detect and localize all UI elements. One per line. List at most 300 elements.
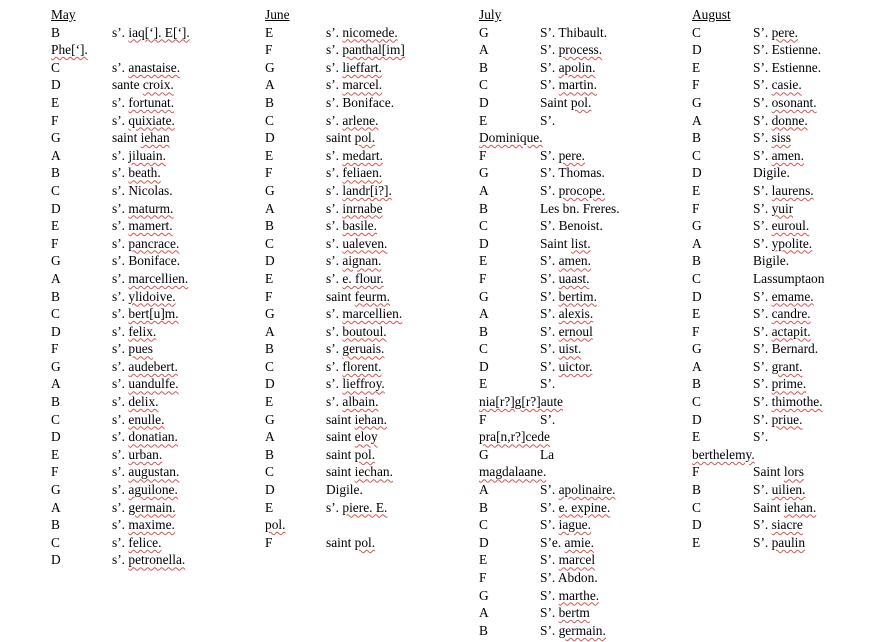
saint-name: s’. ualeven. <box>326 235 388 251</box>
calendar-entry-row <box>51 446 251 464</box>
saint-name: saint pol. <box>326 534 376 550</box>
saint-name: saint iechan. <box>326 464 393 480</box>
misspelled-word: pere. <box>771 24 798 40</box>
dominical-letter: A <box>265 429 275 445</box>
saint-name: S’. amen. <box>753 147 804 163</box>
dominical-letter: C <box>265 112 274 128</box>
saint-name: S’. emame. <box>753 288 814 304</box>
saint-name: Saint pol. <box>540 94 592 110</box>
month-header-june: June <box>265 7 290 22</box>
dominical-letter: C <box>479 218 488 234</box>
misspelled-word: pol. <box>354 446 376 462</box>
misspelled-word: jiluain. <box>128 147 166 163</box>
dominical-letter: B <box>265 446 274 462</box>
dominical-letter: E <box>265 147 274 163</box>
saint-name: S’. Estienne. <box>753 42 822 58</box>
calendar-entry-row <box>692 94 882 112</box>
saint-name: s’. e. flour. <box>326 270 384 286</box>
calendar-entry-row <box>51 340 251 358</box>
calendar-entry-row <box>692 288 882 306</box>
misspelled-word: iague. <box>558 517 591 533</box>
dominical-letter: B <box>479 323 488 339</box>
calendar-entry-row <box>692 200 882 218</box>
misspelled-word: albain. <box>342 394 379 410</box>
dominical-letter: D <box>692 411 702 427</box>
dominical-letter: A <box>479 182 489 198</box>
dominical-letter: G <box>479 446 489 462</box>
dominical-letter: G <box>51 358 61 374</box>
misspelled-word: urban. <box>128 446 163 462</box>
entry-continuation: magdalaane. <box>479 464 547 480</box>
misspelled-word: thimothe. <box>771 394 823 410</box>
saint-name: s’. aignan. <box>326 253 382 269</box>
misspelled-word: germain. <box>128 499 176 515</box>
saint-name: S’. casie. <box>753 77 802 93</box>
dominical-letter: E <box>479 112 488 128</box>
misspelled-word: piere. E. <box>342 499 388 515</box>
dominical-letter: G <box>692 341 702 357</box>
misspelled-word: pere. <box>558 147 585 163</box>
misspelled-word: yuir <box>771 200 794 216</box>
dominical-letter: C <box>479 77 488 93</box>
saint-name: s’. felix. <box>112 323 157 339</box>
dominical-letter: B <box>479 622 488 638</box>
misspelled-word: pol. <box>354 130 376 146</box>
calendar-entry-row <box>479 499 679 517</box>
saint-name: S’. osonant. <box>753 94 817 110</box>
misspelled-word: mamert. <box>128 218 173 234</box>
calendar-entry-row <box>265 112 465 130</box>
misspelled-word: inrnabe <box>342 200 383 216</box>
calendar-entry-row <box>692 41 882 59</box>
calendar-entry-row <box>265 217 465 235</box>
misspelled-word: ernoul <box>558 323 593 339</box>
saint-name: s’. nicomede. <box>326 24 398 40</box>
misspelled-word: euroul. <box>771 218 810 234</box>
saint-name: s’. florent. <box>326 358 382 374</box>
saint-name: s’. Boniface. <box>112 253 181 269</box>
calendar-entry-row <box>265 393 465 411</box>
dominical-letter: G <box>692 218 702 234</box>
saint-name: sante croix. <box>112 77 174 93</box>
saint-name: s’. piere. E. <box>326 499 388 515</box>
calendar-entry-row <box>479 252 679 270</box>
saint-name: S’. <box>540 411 556 427</box>
saint-name: S’. <box>753 429 769 445</box>
saint-name: s’. inrnabe <box>326 200 383 216</box>
misspelled-word: arlene. <box>342 112 379 128</box>
misspelled-word: laurens. <box>771 182 814 198</box>
dominical-letter: D <box>51 323 61 339</box>
saint-name: s’. Nicolas. <box>112 182 173 198</box>
saint-name: S’. donne. <box>753 112 808 128</box>
calendar-entry-row <box>265 59 465 77</box>
misspelled-word: aguilone. <box>128 482 178 498</box>
dominical-letter: F <box>692 200 700 216</box>
month-column-august <box>692 6 882 551</box>
saint-name: s’. arlene. <box>326 112 379 128</box>
dominical-letter: G <box>265 306 275 322</box>
calendar-entry-row <box>51 147 251 165</box>
calendar-entry-row <box>51 411 251 429</box>
dominical-letter: D <box>51 429 61 445</box>
dominical-letter: B <box>692 376 701 392</box>
calendar-entry-row <box>479 411 679 429</box>
calendar-entry-row <box>479 270 679 288</box>
saint-name: S’. priue. <box>753 411 803 427</box>
calendar-entry-row <box>265 200 465 218</box>
dominical-letter: D <box>479 534 489 550</box>
calendar-entry-row <box>51 252 251 270</box>
misspelled-word: marcellien. <box>342 306 403 322</box>
saint-name: s’. donatian. <box>112 429 178 445</box>
calendar-entry-row <box>479 587 679 605</box>
saint-name: Saint iehan. <box>753 499 817 515</box>
dominical-letter: F <box>265 534 273 550</box>
misspelled-word: apolinaire. <box>558 482 616 498</box>
calendar-entry-row <box>692 112 882 130</box>
dominical-letter: E <box>692 59 701 75</box>
misspelled-word: martin. <box>558 77 597 93</box>
misspelled-word: medart. <box>342 147 383 163</box>
saint-name: S’. procope. <box>540 182 606 198</box>
entry-continuation: Phe[‘]. <box>51 42 88 58</box>
dominical-letter: C <box>692 147 701 163</box>
dominical-letter: C <box>265 464 274 480</box>
dominical-letter: G <box>692 94 702 110</box>
dominical-letter: B <box>692 130 701 146</box>
month-header-may: May <box>51 7 76 22</box>
saint-name: S’. martin. <box>540 77 597 93</box>
month-rows-may <box>51 24 251 569</box>
calendar-entry-row <box>265 182 465 200</box>
dominical-letter: F <box>479 147 487 163</box>
saint-name: saint feurm. <box>326 288 390 304</box>
calendar-entry-row <box>265 235 465 253</box>
dominical-letter: C <box>692 270 701 286</box>
misspelled-word: marcel. <box>342 77 383 93</box>
calendar-entry-row <box>479 147 679 165</box>
dominical-letter: A <box>479 306 489 322</box>
misspelled-word: croix. <box>142 77 174 93</box>
saint-name: s’. marcellien. <box>326 306 403 322</box>
misspelled-word: panthal[im] <box>342 42 405 58</box>
dominical-letter: G <box>479 165 489 181</box>
saint-name: s’. iaq[‘]. E[‘]. <box>112 24 190 40</box>
calendar-entry-row <box>265 164 465 182</box>
calendar-entry-row <box>692 534 882 552</box>
saint-name: s’. enulle. <box>112 411 165 427</box>
calendar-entry-row <box>479 340 679 358</box>
calendar-entry-row <box>265 41 465 59</box>
misspelled-word: petronella. <box>128 552 186 568</box>
saint-name: s’. quixiate. <box>112 112 175 128</box>
misspelled-word: delix. <box>128 394 159 410</box>
dominical-letter: G <box>479 24 489 40</box>
saint-name: s’. medart. <box>326 147 383 163</box>
calendar-entry-row <box>51 288 251 306</box>
calendar-entry-row <box>265 147 465 165</box>
misspelled-word: augustan. <box>128 464 180 480</box>
saint-name: S’. thimothe. <box>753 394 823 410</box>
misspelled-word: uaast. <box>558 270 590 286</box>
dominical-letter: F <box>692 77 700 93</box>
calendar-entry-row <box>479 428 679 446</box>
calendar-entry-row <box>692 147 882 165</box>
calendar-entry-row <box>265 375 465 393</box>
dominical-letter: F <box>51 464 59 480</box>
misspelled-word: fortunat. <box>128 94 175 110</box>
saint-name: S’. e. expine. <box>540 499 611 515</box>
calendar-entry-row <box>692 235 882 253</box>
saint-name: S’. euroul. <box>753 218 810 234</box>
dominical-letter: A <box>51 147 61 163</box>
misspelled-word: iechan. <box>354 464 393 480</box>
entry-continuation: Dominique. <box>479 130 543 146</box>
dominical-letter: B <box>51 165 60 181</box>
calendar-entry-row <box>51 428 251 446</box>
saint-name: saint iehan. <box>326 411 387 427</box>
dominical-letter: F <box>51 112 59 128</box>
misspelled-word: pues <box>128 341 153 357</box>
misspelled-word: landr[i?]. <box>342 182 392 198</box>
saint-name: s’. delix. <box>112 394 159 410</box>
misspelled-word: amen. <box>771 147 804 163</box>
calendar-entry-row <box>265 252 465 270</box>
month-header-august: August <box>692 7 731 22</box>
saint-name: S’. laurens. <box>753 182 814 198</box>
dominical-letter: E <box>692 429 701 445</box>
dominical-letter: A <box>51 499 61 515</box>
dominical-letter: A <box>265 200 275 216</box>
calendar-entry-row <box>479 59 679 77</box>
calendar-entry-row <box>479 200 679 218</box>
saint-name: Saint list. <box>540 235 591 251</box>
calendar-entry-row <box>51 94 251 112</box>
calendar-entry-row <box>479 358 679 376</box>
saint-name: s’. maxime. <box>112 517 175 533</box>
saint-name: s’. boutoul. <box>326 323 387 339</box>
saint-name: s’. lieffroy. <box>326 376 385 392</box>
calendar-entry-row <box>479 393 679 411</box>
misspelled-word: lors <box>783 464 804 480</box>
calendar-entry-row <box>479 604 679 622</box>
saint-name: S’. pere. <box>753 24 798 40</box>
dominical-letter: B <box>265 218 274 234</box>
misspelled-word: pol. <box>570 94 592 110</box>
dominical-letter: B <box>265 341 274 357</box>
saint-name: s’. marcel. <box>326 77 383 93</box>
saint-name: Bigile. <box>753 253 790 269</box>
dominical-letter: F <box>265 42 273 58</box>
saint-name: s’. jiluain. <box>112 147 166 163</box>
dominical-letter: G <box>479 288 489 304</box>
calendar-entry-row <box>51 129 251 147</box>
calendar-entry-row <box>479 182 679 200</box>
calendar-entry-row <box>692 270 882 288</box>
misspelled-word: ypolite. <box>771 235 813 251</box>
dominical-letter: B <box>692 253 701 269</box>
dominical-letter: G <box>265 182 275 198</box>
misspelled-word: germain. <box>558 622 606 638</box>
calendar-entry-row <box>479 41 679 59</box>
saint-name: S’. Thibault. <box>540 24 608 40</box>
saint-name: S’. ernoul <box>540 323 593 339</box>
dominical-letter: C <box>479 341 488 357</box>
calendar-entry-row <box>51 393 251 411</box>
calendar-entry-row <box>265 428 465 446</box>
dominical-letter: E <box>265 394 274 410</box>
dominical-letter: C <box>51 411 60 427</box>
dominical-letter: D <box>265 130 275 146</box>
misspelled-word: uist. <box>558 341 582 357</box>
dominical-letter: F <box>479 270 487 286</box>
calendar-entry-row <box>265 270 465 288</box>
misspelled-word: marcellien. <box>128 270 189 286</box>
saint-name: S’. Abdon. <box>540 570 598 585</box>
calendar-entry-row <box>479 323 679 341</box>
misspelled-word: casie. <box>771 77 802 93</box>
misspelled-word: donne. <box>771 112 808 128</box>
calendar-entry-row <box>479 288 679 306</box>
calendar-entry-row <box>692 323 882 341</box>
saint-name: s’. Boniface. <box>326 94 395 110</box>
calendar-entry-row <box>51 76 251 94</box>
dominical-letter: D <box>265 253 275 269</box>
dominical-letter: C <box>692 499 701 515</box>
calendar-entry-row <box>479 305 679 323</box>
saint-name: Digile. <box>753 165 790 181</box>
dominical-letter: E <box>265 499 274 515</box>
dominical-letter: F <box>265 165 273 181</box>
calendar-entry-row <box>479 112 679 130</box>
dominical-letter: A <box>692 358 702 374</box>
dominical-letter: D <box>51 77 61 93</box>
saint-name: S’. yuir <box>753 200 794 216</box>
saint-name: S’. uictor. <box>540 358 593 374</box>
dominical-letter: E <box>479 376 488 392</box>
dominical-letter: E <box>51 446 60 462</box>
misspelled-word: prime. <box>771 376 807 392</box>
dominical-letter: G <box>51 482 61 498</box>
misspelled-word: maturm. <box>128 200 174 216</box>
dominical-letter: A <box>265 323 275 339</box>
misspelled-word: audebert. <box>128 358 178 374</box>
saint-name: s’. albain. <box>326 394 379 410</box>
saint-name: S’. marcel <box>540 552 596 568</box>
calendar-entry-row <box>51 112 251 130</box>
saint-name: S’. amen. <box>540 253 591 269</box>
saint-name: s’. ylidoive. <box>112 288 176 304</box>
dominical-letter: G <box>265 59 275 75</box>
month-column-may <box>51 6 251 569</box>
misspelled-word: bert[u]m. <box>128 306 179 322</box>
calendar-entry-row <box>479 516 679 534</box>
dominical-letter: B <box>51 517 60 533</box>
calendar-entry-row <box>479 217 679 235</box>
saint-name: s’. petronella. <box>112 552 186 568</box>
calendar-entry-row <box>692 481 882 499</box>
saint-name: S’e. amie. <box>540 534 594 550</box>
calendar-entry-row <box>51 499 251 517</box>
saint-name: s’. beath. <box>112 165 161 181</box>
saint-name: S’. actapit. <box>753 323 811 339</box>
dominical-letter: E <box>692 182 701 198</box>
calendar-entry-row <box>479 534 679 552</box>
saint-name: La <box>540 446 555 462</box>
misspelled-word: e. flour. <box>342 270 384 286</box>
calendar-entry-row <box>692 24 882 42</box>
calendar-entry-row <box>479 569 679 587</box>
saint-name: s’. mamert. <box>112 218 173 234</box>
calendar-entry-row <box>265 463 465 481</box>
saint-name: s’. maturm. <box>112 200 174 216</box>
dominical-letter: C <box>265 235 274 251</box>
misspelled-word: paulin <box>771 534 806 550</box>
saint-name: s’. basile. <box>326 218 377 234</box>
misspelled-word: boutoul. <box>342 323 387 339</box>
dominical-letter: F <box>265 288 273 304</box>
calendar-entry-row <box>51 516 251 534</box>
dominical-letter: C <box>51 182 60 198</box>
calendar-entry-row <box>692 305 882 323</box>
saint-name: s’. geruais. <box>326 341 385 357</box>
calendar-entry-row <box>51 41 251 59</box>
misspelled-word: e. expine. <box>558 499 611 515</box>
calendar-entry-row <box>479 129 679 147</box>
calendar-entry-row <box>265 358 465 376</box>
dominical-letter: A <box>479 42 489 58</box>
calendar-entry-row <box>692 76 882 94</box>
calendar-entry-row <box>692 463 882 481</box>
misspelled-word: osonant. <box>771 94 817 110</box>
saint-name: s’. marcellien. <box>112 270 189 286</box>
saint-name: S’. alexis. <box>540 306 594 322</box>
saint-name: s’. bert[u]m. <box>112 306 179 322</box>
dominical-letter: F <box>51 341 59 357</box>
entry-continuation: pra[n,r?]cede <box>479 429 550 445</box>
dominical-letter: B <box>479 200 488 216</box>
dominical-letter: A <box>692 112 702 128</box>
saint-name: S’. siss <box>753 130 791 146</box>
saint-name: S’. germain. <box>540 622 606 638</box>
saint-name: s’. pues <box>112 341 153 357</box>
dominical-letter: G <box>265 411 275 427</box>
entry-continuation: berthelemy. <box>692 446 755 462</box>
dominical-letter: B <box>692 482 701 498</box>
misspelled-word: siacre <box>771 517 803 533</box>
dominical-letter: D <box>51 200 61 216</box>
calendar-entry-row <box>692 59 882 77</box>
calendar-entry-row <box>692 411 882 429</box>
misspelled-word: geruais. <box>342 341 385 357</box>
misspelled-word: uictor. <box>558 358 593 374</box>
saint-name: S’. apolinaire. <box>540 482 616 498</box>
dominical-letter: D <box>479 358 489 374</box>
dominical-letter: E <box>51 218 60 234</box>
dominical-letter: C <box>692 394 701 410</box>
dominical-letter: F <box>479 570 487 585</box>
misspelled-word: uilien. <box>771 482 806 498</box>
saint-name: S’. candre. <box>753 306 811 322</box>
calendar-entry-row <box>51 463 251 481</box>
calendar-entry-row <box>692 516 882 534</box>
misspelled-word: lieffart. <box>342 59 382 75</box>
saint-name: s’. feliaen. <box>326 165 383 181</box>
dominical-letter: B <box>51 24 60 40</box>
misspelled-word: marthe. <box>558 587 600 603</box>
calendar-entry-row <box>692 375 882 393</box>
